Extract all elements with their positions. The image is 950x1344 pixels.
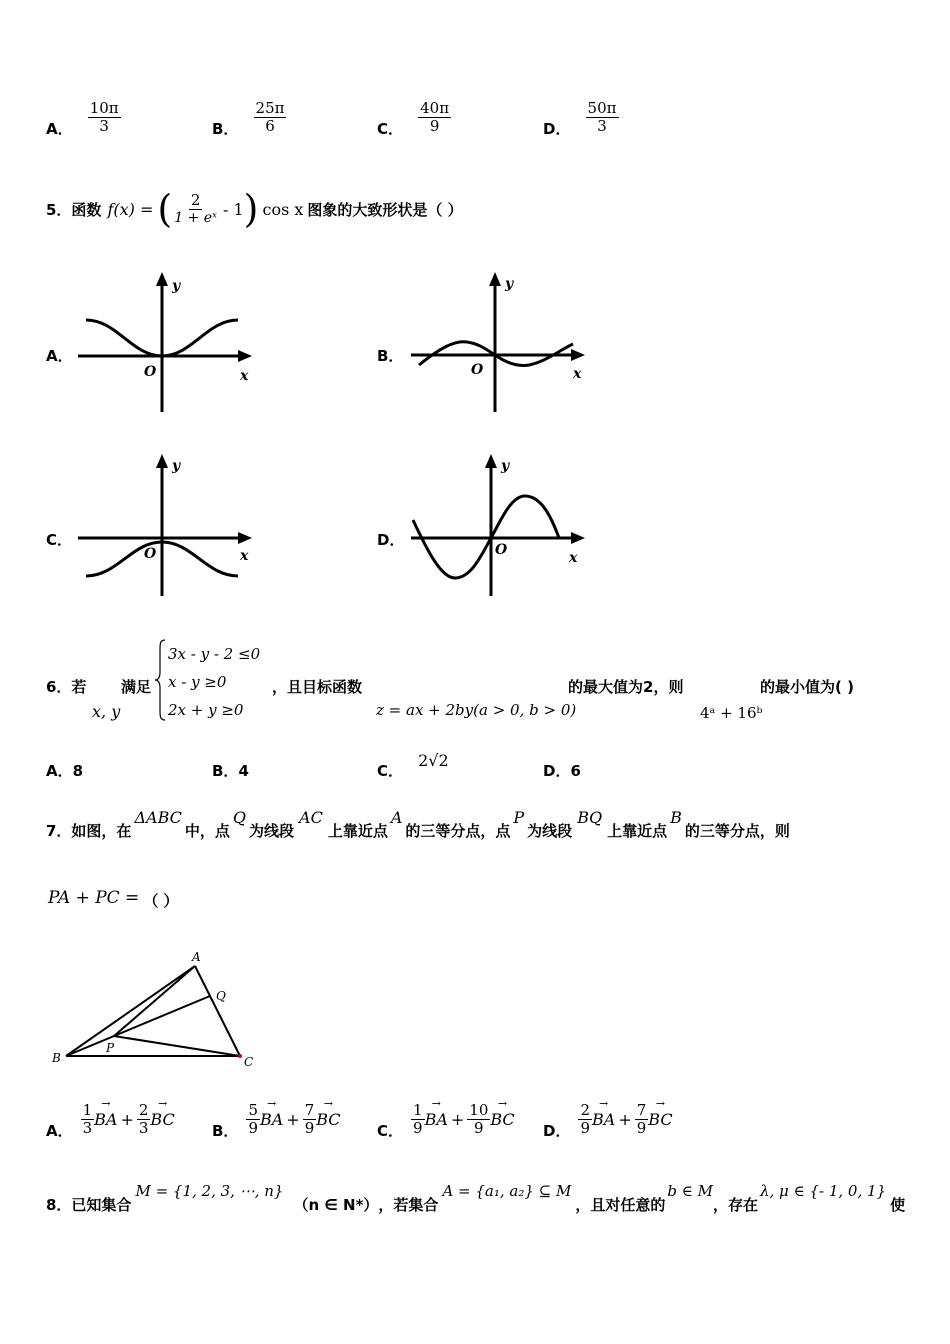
- y-arrow-icon: [156, 272, 168, 286]
- q7-text-2: 中，点: [184, 822, 230, 840]
- q8-set-a: A = {a₁, a₂} ⊆ M: [442, 1182, 572, 1200]
- q6-brace-icon: [154, 638, 166, 722]
- origin-label: O: [144, 546, 157, 562]
- q6-vars: x, y: [92, 702, 121, 721]
- plus: +: [286, 1110, 300, 1129]
- y-label: y: [501, 458, 510, 474]
- q6-option-a[interactable]: [46, 760, 83, 781]
- option-label: B．: [212, 1122, 239, 1140]
- q6-z-expr: z = ax + 2by(a > 0, b > 0): [376, 701, 577, 719]
- option-fraction: [88, 100, 121, 136]
- q5-graph-c-label: C．: [46, 531, 73, 549]
- numerator: 7: [304, 1100, 315, 1119]
- q5-left-paren: (: [157, 187, 173, 231]
- numerator: 2: [580, 1100, 590, 1119]
- q7-triangle-figure: [48, 948, 268, 1074]
- q5-minus-one: - 1: [222, 199, 244, 219]
- numerator: 1: [82, 1100, 93, 1119]
- denominator: 3: [138, 1119, 149, 1137]
- coef-2: [467, 1102, 490, 1138]
- vector-bc: → BC: [648, 1110, 672, 1129]
- q5-number: 5．函数: [46, 200, 102, 219]
- q6-min-text: 的最小值为( ): [760, 678, 854, 696]
- vector-ba: → BA: [425, 1110, 448, 1129]
- origin-label: O: [495, 542, 508, 558]
- q8-stem: [46, 1182, 905, 1215]
- x-arrow-icon: [571, 532, 585, 544]
- coef-2: [303, 1102, 317, 1138]
- q6-option-b[interactable]: [212, 760, 249, 781]
- q4-option-d[interactable]: [543, 99, 619, 139]
- q5-graph-b-label: B．: [377, 347, 404, 365]
- option-label: D．: [543, 762, 571, 780]
- label-c: C: [244, 1055, 254, 1069]
- x-label: x: [240, 368, 249, 384]
- q6-ineq-1: 3x - y - 2 ≤0: [168, 645, 261, 663]
- coef-1: [81, 1102, 95, 1138]
- coef-1: [246, 1102, 260, 1138]
- q7-option-a[interactable]: [46, 1098, 175, 1141]
- option-label: D．: [543, 120, 571, 139]
- q6-option-d[interactable]: [543, 760, 581, 781]
- option-fraction: [418, 100, 451, 136]
- denominator: 6: [265, 117, 275, 136]
- q8-number: 8．已知集合: [46, 1196, 132, 1214]
- q4-option-a[interactable]: [46, 99, 121, 139]
- q7-text-4: 上靠近点: [327, 822, 388, 840]
- q7-text-7: 上靠近点: [607, 822, 668, 840]
- option-value: 2√2: [418, 751, 449, 770]
- q6-expr: 4ᵃ + 16ᵇ: [700, 704, 763, 722]
- x-arrow-icon: [238, 350, 252, 362]
- coef-1: [411, 1102, 425, 1138]
- q7-stem: [46, 808, 790, 841]
- q7-option-c[interactable]: [377, 1098, 515, 1141]
- denominator: 9: [636, 1119, 647, 1137]
- denominator: 3: [597, 117, 607, 136]
- q5-fraction: [172, 192, 219, 226]
- option-label: C．: [377, 1122, 404, 1140]
- vector-ba: → BA: [260, 1110, 283, 1129]
- q5-graph-c[interactable]: [72, 450, 262, 600]
- numerator: 25π: [255, 99, 285, 117]
- numerator: 1: [413, 1100, 423, 1119]
- q7-seg-ac: AC: [299, 808, 323, 827]
- numerator: 10: [469, 1100, 489, 1119]
- denominator: 9: [413, 1119, 423, 1137]
- q7-point-a: A: [390, 808, 403, 827]
- q8-lambda-mu: λ, μ ∈ {- 1, 0, 1}: [760, 1182, 887, 1200]
- option-label: A．: [46, 762, 73, 780]
- q5-stem: [46, 187, 463, 231]
- q7-option-b[interactable]: [212, 1098, 341, 1141]
- q6-satisfy: 满足: [121, 678, 152, 696]
- coef-1: [578, 1102, 592, 1138]
- coef-2: [635, 1102, 649, 1138]
- origin-label: O: [144, 364, 157, 380]
- option-label: B．: [212, 762, 239, 780]
- y-label: y: [172, 458, 181, 474]
- q4-option-c[interactable]: [377, 99, 451, 139]
- denominator: 1 + eˣ: [174, 210, 217, 227]
- q6-max-text: 的最大值为2，则: [568, 678, 684, 696]
- q6-system: [168, 640, 260, 724]
- q7-point-q: Q: [232, 808, 246, 827]
- edge-ac: [195, 966, 240, 1056]
- q5-tail: 图象的大致形状是（ ）: [307, 200, 463, 219]
- denominator: 3: [99, 117, 109, 136]
- numerator: 5: [248, 1100, 258, 1119]
- q6-ineq-3: 2x + y ≥0: [168, 701, 244, 719]
- q7-seg-bq: BQ: [577, 808, 603, 827]
- q7-expression: [48, 884, 179, 911]
- x-arrow-icon: [238, 532, 252, 544]
- vector-ba: → BA: [94, 1110, 117, 1129]
- option-fraction: [254, 100, 287, 136]
- q6-ineq-2: x - y ≥0: [168, 673, 227, 691]
- y-label: y: [172, 278, 181, 294]
- label-p: P: [106, 1041, 115, 1055]
- q7-text-8: 的三等分点，则: [684, 822, 790, 840]
- q5-right-paren: ): [243, 187, 259, 231]
- plus: +: [450, 1110, 465, 1129]
- x-label: x: [569, 550, 578, 566]
- q4-option-b[interactable]: [212, 99, 286, 139]
- q8-text-1: ，若集合: [378, 1196, 439, 1214]
- y-arrow-icon: [489, 272, 501, 286]
- option-value: 6: [570, 762, 581, 780]
- numerator: 7: [636, 1100, 647, 1119]
- q5-cos-x: cos x: [262, 199, 304, 219]
- option-label: D．: [543, 1122, 571, 1140]
- denominator: 9: [429, 117, 440, 136]
- option-fraction: [586, 100, 619, 136]
- q6-target-text: ，且目标函数: [272, 678, 363, 696]
- q5-graph-a-label: A．: [46, 347, 73, 365]
- q5-graph-b[interactable]: [405, 268, 595, 418]
- q8-set-m: M = {1, 2, 3, ⋯, n}: [135, 1182, 284, 1200]
- plus: +: [618, 1110, 632, 1129]
- numerator: 2: [190, 190, 201, 209]
- numerator: 50π: [587, 99, 617, 117]
- vector-bc: → BC: [316, 1110, 340, 1129]
- vector-ba: → BA: [592, 1110, 615, 1129]
- denominator: 3: [82, 1119, 93, 1137]
- x-label: x: [240, 548, 249, 564]
- denominator: 9: [248, 1119, 258, 1137]
- y-arrow-icon: [156, 454, 168, 468]
- q7-text-6: 为线段: [527, 822, 573, 840]
- label-a: A: [192, 950, 201, 964]
- q7-text-5: 的三等分点，点: [405, 822, 511, 840]
- numerator: 2: [138, 1100, 149, 1119]
- q6-number: 6．若: [46, 678, 87, 696]
- y-arrow-icon: [485, 454, 497, 468]
- q5-graph-a[interactable]: [72, 268, 262, 418]
- vector-bc: → BC: [150, 1110, 174, 1129]
- option-value: 4: [238, 762, 249, 780]
- option-label: C．: [377, 762, 404, 780]
- origin-label: O: [471, 362, 484, 378]
- option-label: A．: [46, 1122, 73, 1140]
- option-label: C．: [377, 120, 404, 139]
- q8-text-3: ，存在: [713, 1196, 759, 1214]
- q5-graph-d[interactable]: [405, 450, 595, 600]
- q8-b-in-m: b ∈ M: [667, 1182, 713, 1200]
- numerator: 10π: [89, 99, 119, 117]
- q8-text-2: ，且对任意的: [575, 1196, 666, 1214]
- option-value: 8: [72, 762, 84, 780]
- y-label: y: [505, 276, 514, 292]
- q8-condition: （n ∈ N*）: [293, 1196, 379, 1214]
- coef-2: [137, 1102, 151, 1138]
- numerator: 40π: [420, 99, 450, 117]
- q7-option-d[interactable]: [543, 1098, 673, 1141]
- option-label: A．: [46, 120, 73, 139]
- option-label: B．: [212, 120, 239, 139]
- x-arrow-icon: [571, 349, 585, 361]
- plus: +: [120, 1110, 134, 1129]
- denominator: 9: [474, 1119, 484, 1137]
- vector-bc: → BC: [490, 1110, 514, 1129]
- q7-text-3: 为线段: [249, 822, 295, 840]
- q5-f-lhs: f(x) =: [107, 199, 154, 219]
- denominator: 9: [580, 1119, 590, 1137]
- q6-option-c[interactable]: [377, 751, 449, 781]
- label-q: Q: [216, 989, 226, 1003]
- label-b: B: [52, 1051, 61, 1065]
- segment-pc: [114, 1036, 240, 1056]
- q7-point-b: B: [670, 808, 682, 827]
- q7-paren: （ ）: [143, 892, 179, 910]
- q7-lhs: PA + PC =: [48, 887, 140, 908]
- q7-triangle: ΔABC: [134, 808, 182, 827]
- denominator: 9: [304, 1119, 315, 1137]
- q5-graph-d-label: D．: [377, 531, 405, 549]
- q7-point-p: P: [513, 808, 525, 827]
- x-label: x: [573, 366, 582, 382]
- segment-pa: [114, 966, 195, 1036]
- q8-text-4: 使: [890, 1196, 906, 1214]
- q7-text-1: 7．如图，在: [46, 822, 132, 840]
- point-c-dot: [238, 1054, 242, 1058]
